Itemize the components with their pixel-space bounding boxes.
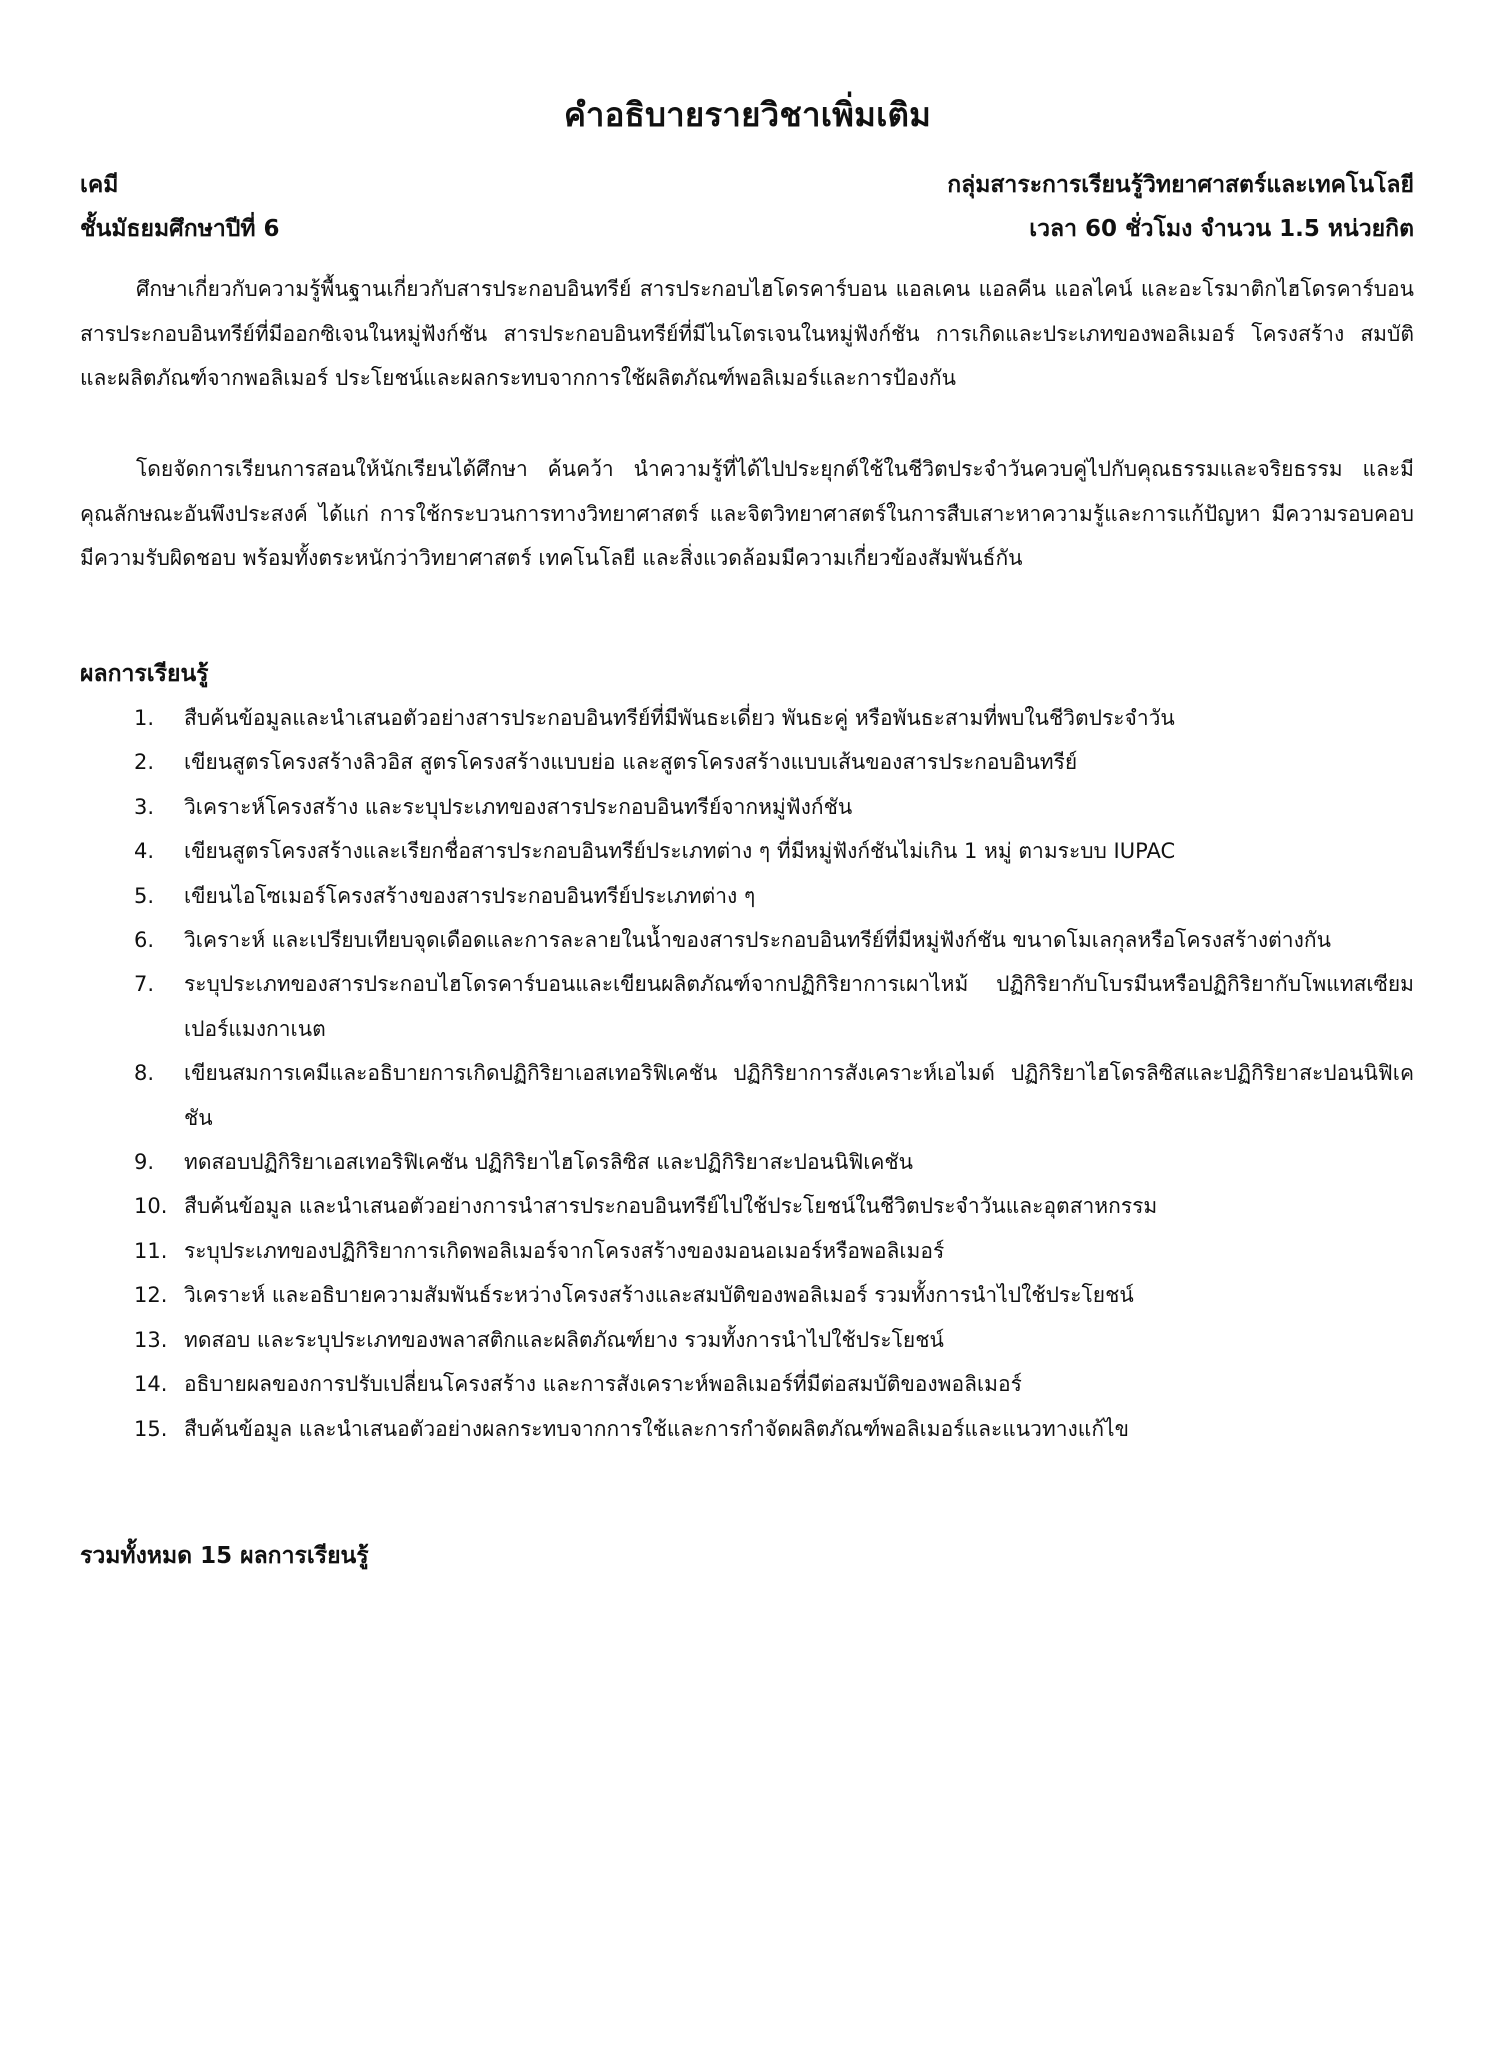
outcome-number: 12.	[134, 1283, 168, 1308]
outcome-text: ระบุประเภทของปฏิกิริยาการเกิดพอลิเมอร์จากโครงสร้างของมอนอเมอร์หรือพอลิเมอร์	[184, 1238, 945, 1263]
outcome-number: 5.	[134, 883, 155, 908]
course-info-right	[947, 163, 1414, 251]
outcome-text: ระบุประเภทของสารประกอบไฮโดรคาร์บอนและเขียนผลิตภัณฑ์จากปฏิกิริยาการเผาไหม้ ปฏิกิริยากับโบรมีนหรือปฏิกิริยากับโพแทสเซียมเปอร์แมงกาเนต	[184, 972, 1414, 1041]
outcome-text: เขียนไอโซเมอร์โครงสร้างของสารประกอบอินทรีย์ประเภทต่าง ๆ	[184, 883, 756, 908]
outcome-number: 2.	[134, 750, 155, 775]
outcome-number: 6.	[134, 928, 155, 953]
time-credits: เวลา 60 ชั่วโมง จำนวน 1.5 หน่วยกิต	[1029, 216, 1414, 242]
outcome-number: 4.	[134, 839, 155, 864]
outcome-number: 9.	[134, 1150, 155, 1175]
outcome-item	[80, 1273, 1414, 1317]
outcome-item	[80, 1362, 1414, 1406]
subject-name: เคมี	[80, 172, 119, 198]
outcome-item	[80, 962, 1414, 1051]
outcome-number: 13.	[134, 1327, 168, 1352]
outcome-number: 14.	[134, 1372, 168, 1397]
outcome-text: วิเคราะห์ และอธิบายความสัมพันธ์ระหว่างโครงสร้างและสมบัติของพอลิเมอร์ รวมทั้งการนำไปใช้ประโยชน์	[184, 1283, 1134, 1308]
outcome-item	[80, 874, 1414, 918]
outcomes-list	[80, 696, 1414, 1451]
outcome-item	[80, 1318, 1414, 1362]
outcome-text: เขียนสูตรโครงสร้างลิวอิส สูตรโครงสร้างแบบย่อ และสูตรโครงสร้างแบบเส้นของสารประกอบอินทรีย์	[184, 750, 1078, 775]
outcomes-total: รวมทั้งหมด 15 ผลการเรียนรู้	[80, 1543, 369, 1569]
outcome-item	[80, 696, 1414, 740]
outcome-number: 3.	[134, 794, 155, 819]
outcome-text: วิเคราะห์ และเปรียบเทียบจุดเดือดและการละลายในน้ำของสารประกอบอินทรีย์ที่มีหมู่ฟังก์ชัน ขนาดโมเลกุลหรือโครงสร้างต่างกัน	[184, 928, 1331, 953]
outcome-number: 8.	[134, 1061, 155, 1086]
page-title: คำอธิบายรายวิชาเพิ่มเติม	[563, 95, 932, 134]
outcome-item	[80, 785, 1414, 829]
outcome-text: สืบค้นข้อมูลและนำเสนอตัวอย่างสารประกอบอินทรีย์ที่มีพันธะเดี่ยว พันธะคู่ หรือพันธะสามที่พบในชีวิตประจำวัน	[184, 706, 1175, 730]
outcome-item	[80, 1229, 1414, 1273]
outcome-text: เขียนสูตรโครงสร้างและเรียกชื่อสารประกอบอินทรีย์ประเภทต่าง ๆ ที่มีหมู่ฟังก์ชันไม่เกิน 1 หมู่ ตามระบบ IUPAC	[184, 839, 1176, 864]
outcome-text: อธิบายผลของการปรับเปลี่ยนโครงสร้าง และการสังเคราะห์พอลิเมอร์ที่มีต่อสมบัติของพอลิเมอร์	[184, 1372, 1022, 1397]
outcome-item	[80, 1407, 1414, 1451]
outcome-number: 15.	[134, 1416, 168, 1441]
outcome-number: 11.	[134, 1238, 168, 1263]
outcome-number: 1.	[134, 706, 155, 730]
outcome-number: 7.	[134, 972, 155, 997]
outcome-text: ทดสอบปฏิกิริยาเอสเทอริฟิเคชัน ปฏิกิริยาไฮโดรลิซิส และปฏิกิริยาสะปอนนิฟิเคชัน	[184, 1150, 914, 1175]
outcome-text: สืบค้นข้อมูล และนำเสนอตัวอย่างผลกระทบจากการใช้และการกำจัดผลิตภัณฑ์พอลิเมอร์และแนวทางแก้ไข	[184, 1416, 1129, 1441]
outcome-text: สืบค้นข้อมูล และนำเสนอตัวอย่างการนำสารประกอบอินทรีย์ไปใช้ประโยชน์ในชีวิตประจำวันและอุตสาหกรรม	[184, 1194, 1158, 1219]
outcome-item	[80, 1140, 1414, 1184]
outcomes-heading: ผลการเรียนรู้	[80, 661, 209, 687]
outcome-item	[80, 1184, 1414, 1228]
outcome-text: ทดสอบ และระบุประเภทของพลาสติกและผลิตภัณฑ์ยาง รวมทั้งการนำไปใช้ประโยชน์	[184, 1327, 944, 1352]
outcome-item	[80, 1051, 1414, 1140]
grade-level: ชั้นมัธยมศึกษาปีที่ 6	[80, 216, 280, 242]
outcome-text: วิเคราะห์โครงสร้าง และระบุประเภทของสารประกอบอินทรีย์จากหมู่ฟังก์ชัน	[184, 794, 853, 819]
description-paragraph-2: โดยจัดการเรียนการสอนให้นักเรียนได้ศึกษา ค้นคว้า นำความรู้ที่ได้ไปประยุกต์ใช้ในชีวิตประจำวันควบคู่ไปกับคุณธรรมและจริยธรรม และมีคุณลักษณะอันพึงประสงค์ ได้แก่ การใช้กระบวนการทางวิทยาศาสตร์ และจิตวิทยาศาสตร์ในการสืบเสาะหาความรู้และการแก้ปัญหา มีความรอบคอบ มีความรับผิดชอบ พร้อมทั้งตระหนักว่าวิทยาศาสตร์ เทคโนโลยี และสิ่งแวดล้อมมีความเกี่ยวข้องสัมพันธ์กัน	[80, 457, 1414, 570]
course-info-left	[80, 163, 280, 251]
learning-area: กลุ่มสาระการเรียนรู้วิทยาศาสตร์และเทคโนโลยี	[947, 172, 1414, 198]
description-paragraph-1: ศึกษาเกี่ยวกับความรู้พื้นฐานเกี่ยวกับสารประกอบอินทรีย์ สารประกอบไฮโดรคาร์บอน แอลเคน แอลคีน แอลไคน์ และอะโรมาติกไฮโดรคาร์บอน สารประกอบอินทรีย์ที่มีออกซิเจนในหมู่ฟังก์ชัน สารประกอบอินทรีย์ที่มีไนโตรเจนในหมู่ฟังก์ชัน การเกิดและประเภทของพอลิเมอร์ โครงสร้าง สมบัติ และผลิตภัณฑ์จากพอลิเมอร์ ประโยชน์และผลกระทบจากการใช้ผลิตภัณฑ์พอลิเมอร์และการป้องกัน	[80, 277, 1414, 390]
outcome-number: 10.	[134, 1194, 168, 1219]
outcome-item	[80, 829, 1414, 873]
outcome-text: เขียนสมการเคมีและอธิบายการเกิดปฏิกิริยาเอสเทอริฟิเคชัน ปฏิกิริยาการสังเคราะห์เอไมด์ ปฏิกิริยาไฮโดรลิซิสและปฏิกิริยาสะปอนนิฟิเคชัน	[184, 1061, 1414, 1130]
outcome-item	[80, 918, 1414, 962]
outcome-item	[80, 740, 1414, 784]
